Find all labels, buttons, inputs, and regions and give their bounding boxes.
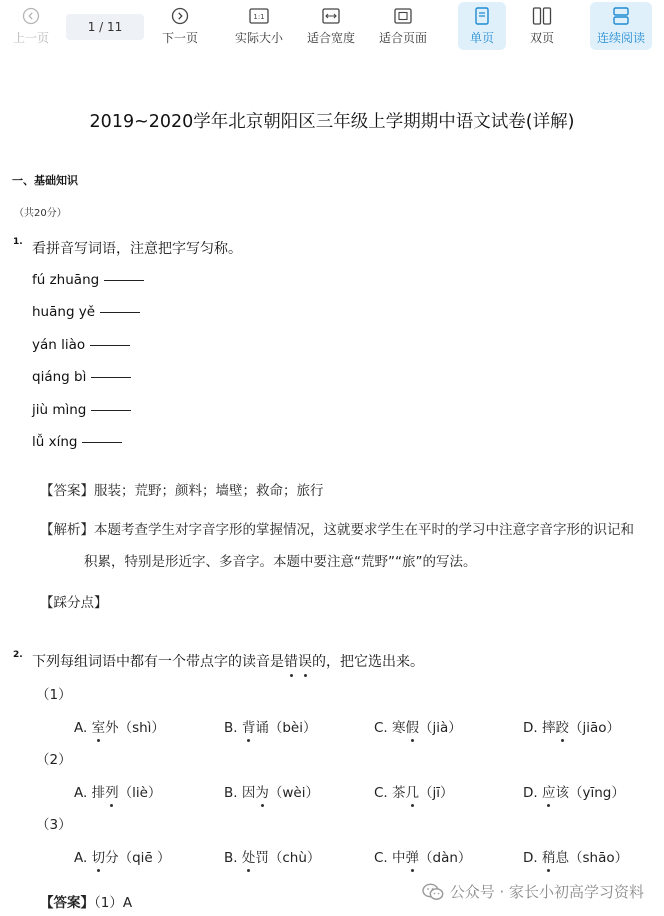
fit-page-label: 适合页面 bbox=[378, 31, 427, 45]
group-label: （1） bbox=[36, 687, 72, 703]
pinyin-item: huāng yě bbox=[32, 304, 140, 320]
answer-line: 【答案】（1）A bbox=[40, 895, 133, 911]
wechat-icon bbox=[422, 883, 444, 901]
analysis-line-2: 积累，特别是形近字、多音字。本题中要注意“荒野”“旅”的写法。 bbox=[84, 554, 477, 570]
question-text: 下列每组词语中都有一个带点字的读音是错误的，把它选出来。 bbox=[32, 651, 424, 671]
document-title: 2019~2020学年北京朝阳区三年级上学期期中语文试卷(详解) bbox=[89, 112, 575, 132]
answer-blank bbox=[91, 410, 131, 411]
pinyin-item: fú zhuāng bbox=[32, 272, 144, 288]
option-c: C. 茶几（jī） bbox=[374, 781, 454, 801]
answer-blank bbox=[90, 345, 130, 346]
pinyin-item: jiù mìng bbox=[32, 402, 131, 418]
single-page-icon bbox=[471, 6, 493, 26]
answer-line: 【答案】服装；荒野；颜料；墙壁；救命；旅行 bbox=[40, 483, 324, 499]
answer-blank bbox=[82, 442, 122, 443]
actual-size-button[interactable] bbox=[230, 2, 288, 50]
pinyin-item: yán liào bbox=[32, 337, 130, 353]
double-page-button[interactable] bbox=[518, 2, 566, 50]
option-c: C. 寒假（jià） bbox=[374, 716, 462, 736]
option-b: B. 因为（wèi） bbox=[224, 781, 319, 801]
reader-toolbar bbox=[0, 0, 664, 56]
single-page-button[interactable] bbox=[458, 2, 506, 50]
prev-page-label: 上一页 bbox=[12, 31, 49, 45]
wechat-watermark bbox=[422, 881, 644, 902]
page-number-input[interactable] bbox=[66, 14, 144, 40]
fit-page-icon bbox=[392, 6, 414, 26]
option-d: D. 摔跤（jiāo） bbox=[523, 716, 620, 736]
answer-blank bbox=[104, 280, 144, 281]
fit-width-label: 适合宽度 bbox=[306, 31, 355, 45]
prev-page-button[interactable] bbox=[8, 2, 54, 50]
answer-blank bbox=[91, 377, 131, 378]
option-d: D. 稍息（shāo） bbox=[523, 846, 628, 866]
question-number: 1. bbox=[13, 237, 23, 247]
group-label: （2） bbox=[36, 752, 72, 768]
actual-size-label: 实际大小 bbox=[234, 31, 283, 45]
next-page-button[interactable] bbox=[156, 2, 204, 50]
double-page-label: 双页 bbox=[529, 31, 554, 45]
actual-size-icon bbox=[248, 6, 270, 26]
option-a: A. 室外（shì） bbox=[74, 716, 165, 736]
svg-text:1:1: 1:1 bbox=[253, 13, 265, 21]
watermark-text: 公众号 · 家长小初高学习资料 bbox=[449, 883, 644, 901]
continuous-reading-button[interactable] bbox=[590, 2, 652, 50]
section-heading: 一、基础知识 bbox=[12, 174, 78, 187]
option-d: D. 应该（yīng） bbox=[523, 781, 625, 801]
option-b: B. 背诵（bèi） bbox=[224, 716, 317, 736]
page-current: 1 bbox=[87, 20, 96, 34]
section-points: （共20分） bbox=[14, 208, 67, 219]
answer-blank bbox=[100, 312, 140, 313]
pinyin-item: qiáng bì bbox=[32, 369, 131, 385]
option-a: A. 排列（liè） bbox=[74, 781, 161, 801]
chevron-left-circle-icon bbox=[20, 6, 42, 26]
fit-width-icon bbox=[320, 6, 342, 26]
scoring-points-label: 【踩分点】 bbox=[40, 595, 108, 611]
option-c: C. 中弹（dàn） bbox=[374, 846, 471, 866]
pinyin-item: lǚ xíng bbox=[32, 434, 122, 450]
fit-width-button[interactable] bbox=[302, 2, 360, 50]
chevron-right-circle-icon bbox=[169, 6, 191, 26]
next-page-label: 下一页 bbox=[161, 31, 198, 45]
fit-page-button[interactable] bbox=[374, 2, 432, 50]
question-number: 2. bbox=[13, 650, 23, 660]
single-page-label: 单页 bbox=[469, 31, 494, 45]
group-label: （3） bbox=[36, 817, 72, 833]
question-text: 看拼音写词语，注意把字写匀称。 bbox=[32, 241, 242, 257]
continuous-reading-label: 连续阅读 bbox=[596, 31, 645, 45]
page-total: / 11 bbox=[99, 20, 123, 34]
option-a: A. 切分（qiē ） bbox=[74, 846, 171, 866]
analysis-line: 【解析】本题考查学生对字音字形的掌握情况，这就要求学生在平时的学习中注意字音字形的识记和 bbox=[40, 522, 634, 538]
continuous-reading-icon bbox=[610, 6, 632, 26]
double-page-icon bbox=[531, 6, 553, 26]
option-b: B. 处罚（chù） bbox=[224, 846, 320, 866]
